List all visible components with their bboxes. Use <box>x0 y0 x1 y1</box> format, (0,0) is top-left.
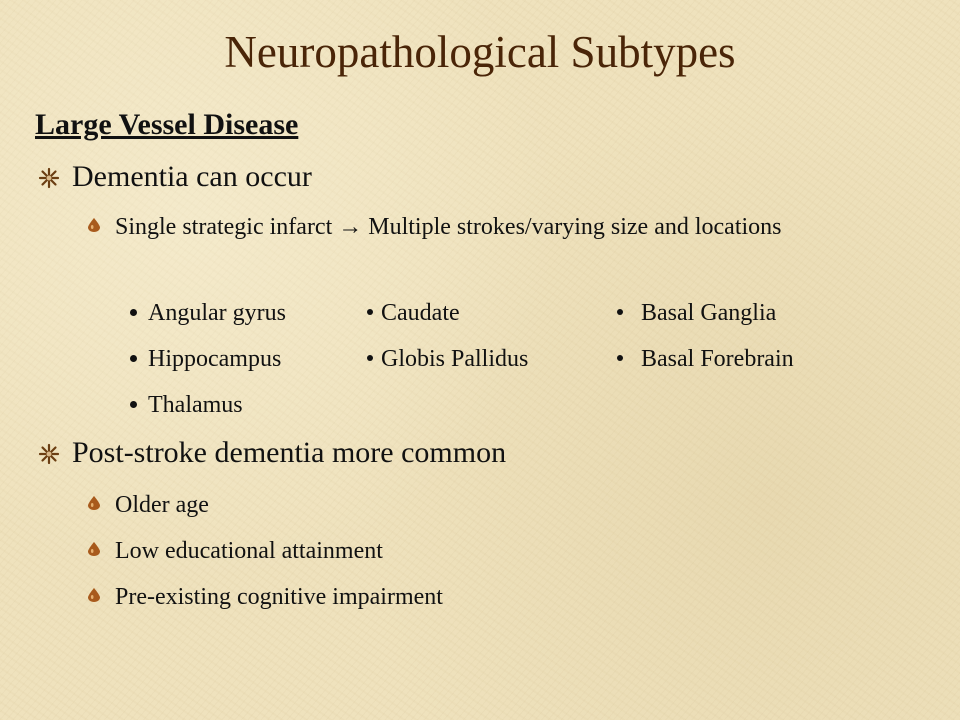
dot-icon <box>130 309 137 316</box>
location-text: Hippocampus <box>148 346 282 372</box>
location-item <box>617 298 776 328</box>
sub-bullet-cognitive-impairment <box>88 578 443 616</box>
bullet-text: Dementia can occur <box>72 160 312 193</box>
sub-bullet-strategic-infarct <box>88 208 868 246</box>
dot-icon <box>130 401 137 408</box>
location-item <box>130 344 281 374</box>
sub-bullet-low-education <box>88 532 383 570</box>
bullet-text: Post-stroke dementia more common <box>72 436 507 469</box>
page-title: Neuropathological Subtypes <box>224 27 736 77</box>
location-item <box>130 298 286 328</box>
dot-icon <box>617 309 623 315</box>
location-item <box>617 344 794 374</box>
droplet-icon <box>88 542 100 556</box>
dot-icon <box>367 309 373 315</box>
star-burst-icon <box>38 167 60 189</box>
location-text: Thalamus <box>148 392 243 418</box>
sub-bullet-text: Single strategic infarct → Multiple strokes/varying size and locations <box>115 214 782 240</box>
location-text: Basal Ganglia <box>641 300 777 326</box>
location-text: Angular gyrus <box>148 300 286 326</box>
droplet-icon <box>88 588 100 602</box>
location-item <box>130 390 243 420</box>
droplet-icon <box>88 218 100 232</box>
location-text: Globis Pallidus <box>381 346 529 372</box>
section-subtitle: Large Vessel Disease <box>35 108 299 141</box>
sub-bullet-text: Low educational attainment <box>115 538 383 564</box>
sub-bullet-text: Older age <box>115 492 209 518</box>
location-item <box>367 298 460 328</box>
location-text: Basal Forebrain <box>641 346 794 372</box>
location-item <box>367 344 528 374</box>
dot-icon <box>617 355 623 361</box>
star-burst-icon <box>38 443 60 465</box>
location-text: Caudate <box>381 300 460 326</box>
sub-bullet-text: Pre-existing cognitive impairment <box>115 584 443 610</box>
bullet-dementia-can-occur <box>38 160 312 194</box>
droplet-icon <box>88 496 100 510</box>
dot-icon <box>130 355 137 362</box>
dot-icon <box>367 355 373 361</box>
bullet-post-stroke-dementia <box>38 436 506 470</box>
sub-bullet-older-age <box>88 486 209 524</box>
